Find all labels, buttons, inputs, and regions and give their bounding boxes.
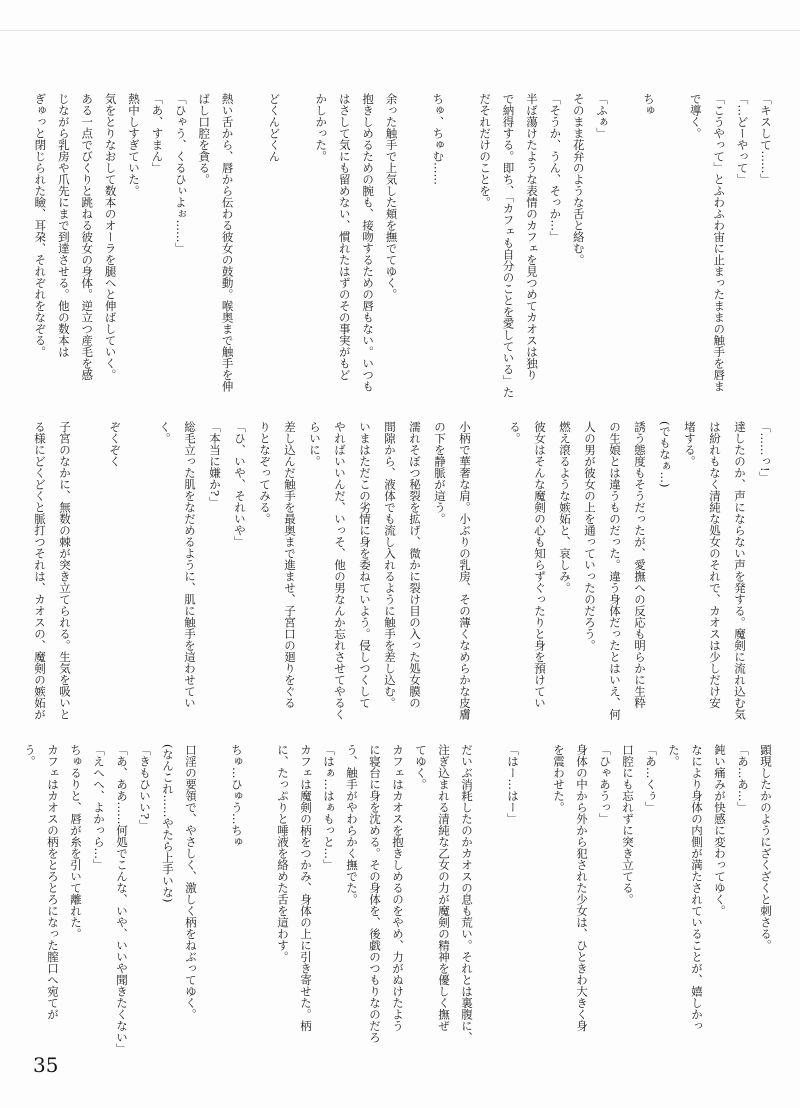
text-line: ちゅ [641, 93, 656, 116]
text-line: 「ひ、いや、それいや」 [233, 421, 247, 548]
text-line: 「……っ!」 [758, 421, 772, 484]
text-line: 「こうやって」とふわふわ宙に止まったままの触手を唇ま [712, 93, 727, 392]
text-line: 「あ…くぅ」 [644, 744, 658, 813]
blank-line [449, 93, 472, 399]
text-line: の下を静脈が這う。 [433, 421, 447, 525]
text-line: りとなぞってみる。 [258, 421, 272, 525]
text-line: で納得する。即ち、「カフェも自分のことを愛している」た [501, 93, 516, 398]
text-line: だそれだけのことを。 [478, 93, 493, 208]
text-line: る様にどくどくと脈打つそれは、カオスの、魔剣の嫉妬が [33, 421, 47, 720]
text-line: 「キスして……」 [759, 93, 773, 185]
text-line: 総毛立った肌をなだめるように、肌に触手を這わせてい [183, 421, 197, 709]
text-line: の生娘とは違うものだった。違う身体だったとはいえ、何 [608, 421, 622, 720]
text-line: は紛れもなく清純な処女のそれで、カオスは少しだけ安 [708, 421, 722, 709]
text-line: はさして気にも留めない、慣れたはずのその事実がもど [337, 93, 352, 381]
text-line: 誘う態度もそうだったが、愛撫への反応も明らかに生粋 [633, 421, 647, 709]
text-line: じながら乳房や爪先にまで到達させる。他の数本は [56, 93, 71, 358]
text-line: 身体の中から外から犯された少女は、ひときわ大きく身 [575, 744, 589, 1032]
text-line: 注ぎ込まれる清純な乙女の力が魔剣の精神を優しく撫ぜ [437, 744, 451, 1032]
text-line: かしかった。 [314, 93, 329, 162]
text-line: てゆく。 [414, 744, 428, 790]
text-line: 間隙から、液体でも流し入れるように触手を差し込む。 [383, 421, 397, 709]
text-line: 「あ…あ…」 [736, 744, 750, 813]
text-band-middle [27, 421, 777, 731]
text-line: 熱い舌から、唇から伝わる彼女の鼓動。喉奥まで触手を伸 [220, 93, 235, 392]
text-line: 「ひゃう、くるひぃよぉ……」 [173, 93, 188, 254]
text-line: を震わせた。 [552, 744, 566, 813]
text-line: 差し込んだ触手を最奥まで進ませ、子宮口の廻りをぐる [283, 421, 297, 709]
text-line: 熱中しすぎていた。 [127, 93, 142, 197]
blank-line [285, 93, 308, 399]
blank-line [477, 421, 502, 731]
text-line: く。 [158, 421, 172, 444]
text-line: カフェはカオスを抱きしめるのをやめ、力がぬけたよう [391, 744, 405, 1032]
text-line: 達したのか、声にならない声を発する。魔剣に流れ込む気 [733, 421, 747, 720]
text-line: 半ば蕩けたような表情のカフェを見つめてカオスは独り [524, 93, 539, 381]
text-band-top [28, 93, 777, 399]
text-line: なにより身体の内側が満たされていることが、嬉しかっ [690, 744, 704, 1032]
text-line: 「あ、ああ……何処でこんな、いや、いいや聞きたくない」 [115, 744, 129, 1055]
text-line: で導く。 [688, 93, 703, 139]
text-line: 堵する。 [683, 421, 697, 467]
text-line: る。 [508, 421, 522, 444]
text-line: ある一点でびくりと跳ねる彼女の身体。逆立つ産毛を感 [80, 93, 95, 381]
text-line: (でもなぁ…) [658, 421, 672, 488]
blank-line [478, 744, 501, 1062]
blank-line [524, 744, 547, 1062]
text-line: らいに。 [308, 421, 322, 467]
text-line: 人の男が彼女の上を通っていったのだろう。 [583, 421, 597, 651]
page-edge-line [0, 30, 800, 31]
blank-line [660, 93, 683, 399]
text-line: 鈍い痛みが快感に変わってゆく。 [713, 744, 727, 917]
text-line: 余った触手で上気した頬を撫でてゆく。 [384, 93, 399, 300]
text-line: カフェは魔剣の柄をつかみ、身体の上に引き寄せた。柄 [299, 744, 313, 1032]
text-line: う。 [23, 744, 37, 767]
text-line: に寝台に身を沈める。その身体を、後戯のつもりなのだろ [368, 744, 382, 1043]
text-line: 「そうか、うん、そっか…」 [548, 93, 563, 243]
text-line: (なんこれ……やたら上手いな) [161, 744, 175, 903]
text-line: ばし口腔を貪る。 [197, 93, 212, 185]
text-line: 抱きしめるための腕も、接吻するための唇もない。いつも [361, 93, 376, 392]
blank-line [202, 744, 225, 1062]
text-line: ちゅ…ひゅう…ちゅ [230, 744, 244, 848]
text-line: 「えへへ、よかっら…」 [92, 744, 106, 871]
text-line: やればいいんだ、いっそ、他の男なんか忘れさせてやるく [333, 421, 347, 720]
text-line: 小柄で華奢な肩。小ぶりの乳房、その薄くなめらかな皮膚 [458, 421, 472, 720]
text-line: 「きもひいい?」 [138, 744, 152, 831]
blank-line [239, 93, 262, 399]
text-line: どくんどくん [267, 93, 282, 162]
text-line: ちゅるりと、唇が糸を引いて離れた。 [69, 744, 83, 940]
text-line: 「本当に嫌か?」 [208, 421, 222, 508]
text-line: 口腔にも忘れずに突き立てる。 [621, 744, 635, 905]
text-line: 「あ、すまん」 [150, 93, 165, 174]
text-line: ぞくぞく [108, 421, 122, 467]
blank-line [248, 744, 271, 1062]
text-line: 「…どーやって」 [735, 93, 750, 185]
text-line: いまはただこの劣情に身を委ねていよう。侵しつくして [358, 421, 372, 709]
text-line: 子宮のなかに、無数の棘が突き立てられる。生気を吸いと [58, 421, 72, 720]
text-line: に、たっぷりと唾液を絡めた舌を這わす。 [276, 744, 290, 963]
text-line: 「はー…はー」 [506, 744, 520, 825]
blank-line [613, 93, 636, 399]
text-line: 気をとりなおして数本のオーラを腿へと伸ばしていく。 [103, 93, 118, 381]
text-line: カフェはカオスの柄をとろとろになった膣口へ宛てが [46, 744, 60, 1020]
text-line: 口淫の要領で、やさしく、激しく柄をねぶってゆく。 [184, 744, 198, 1020]
blank-line [127, 421, 152, 731]
text-line: ちゅ、ちゅむ…… [431, 93, 446, 185]
text-line: だいぶ消耗したのかカオスの息も荒い。それとは裏腹に、 [460, 744, 474, 1043]
text-line: そのまま花弁のような舌と絡む。 [571, 93, 586, 266]
text-line: 「はぁ…はぁもっと…」 [322, 744, 336, 871]
text-line: う、触手がやわらかく撫でた。 [345, 744, 359, 905]
text-line: た。 [667, 744, 681, 767]
text-line: 「ひゃあうっ」 [598, 744, 612, 825]
text-line: 顕現したかのようにざくざくと刺さる。 [759, 744, 773, 951]
text-line: 燃え滾るような嫉妬と、哀しみ。 [558, 421, 572, 594]
text-band-bottom [18, 744, 777, 1062]
text-line: ぎゅっと閉じられた瞼、耳朶、それぞれをなぞる。 [33, 93, 48, 358]
text-line: 彼女はそんな魔剣の心も知らずぐったりと身を預けてい [533, 421, 547, 709]
blank-line [403, 93, 426, 399]
text-line: 「ふぁ」 [595, 93, 610, 139]
text-line: 濡れそぼつ秘裂を拡げ、微かに裂け目の入った処女膜の [408, 421, 422, 709]
page-number: 35 [33, 1053, 59, 1077]
blank-line [77, 421, 102, 731]
